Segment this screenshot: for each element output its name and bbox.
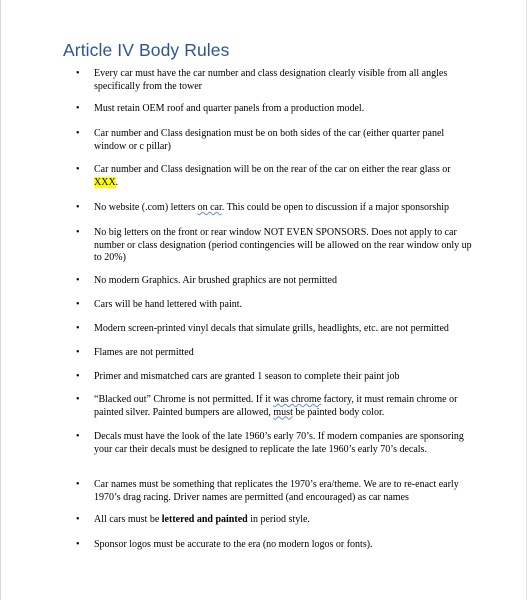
rule-text [94, 394, 476, 419]
list-item [76, 539, 476, 552]
rule-text-part: No website (.com) letters [94, 202, 198, 213]
list-item [76, 202, 476, 215]
bullet-icon: • [76, 514, 80, 525]
page-title: Article IV Body Rules [63, 40, 230, 60]
bullet-icon: • [76, 539, 80, 550]
list-item [76, 68, 476, 93]
rule-text: Car names must be something that replicates the 1970’s era/theme. We are to re-enact early 1970’s drag racing. Driver names are permitted (and encouraged) as car names [94, 479, 459, 503]
list-item [76, 164, 476, 189]
underlined-text: must [273, 406, 293, 418]
list-item [76, 514, 476, 527]
underlined-text: was chrome [273, 394, 322, 405]
list-item [76, 103, 476, 116]
list-item [76, 227, 476, 265]
underlined-text: on car [197, 202, 222, 213]
highlighted-text: XXX [94, 176, 116, 188]
bold-text: lettered and painted [161, 514, 248, 525]
rule-text: Decals must have the look of the late 1960’s early 70’s. If modern companies are sponsoring your car their decals must be designed to replicate the late 1960’s early 70’s decals. [94, 431, 464, 455]
list-item [76, 299, 476, 312]
bullet-icon: • [76, 128, 80, 139]
bullet-icon: • [76, 431, 80, 442]
bullet-icon: • [76, 275, 80, 286]
list-item [76, 347, 476, 360]
list-item [76, 275, 476, 288]
rule-text-part: be painted body color. [292, 406, 385, 418]
rule-text-part: “Blacked out” Chrome is not permitted. If it [94, 394, 274, 405]
rule-text [94, 164, 476, 189]
rule-text: No modern Graphics. Air brushed graphics are not permitted [94, 275, 337, 286]
rule-text: Every car must have the car number and class designation clearly visible from all angles specifically from the tower [94, 68, 448, 92]
list-item [76, 128, 476, 153]
bullet-icon: • [76, 227, 80, 238]
bullet-icon: • [76, 299, 80, 310]
list-item [76, 394, 476, 419]
rule-text: Car number and Class designation must be on both sides of the car (either quarter panel window or c pillar) [94, 128, 445, 152]
bullet-icon: • [76, 479, 80, 490]
rule-text [94, 514, 476, 527]
rule-text-part: Car number and Class designation will be on the rear of the car on either the rear glass or [94, 164, 451, 175]
rule-text: Flames are not permitted [94, 347, 194, 358]
list-item [76, 431, 476, 456]
bullet-icon: • [76, 202, 80, 213]
rule-text-part: . [115, 176, 119, 188]
bullet-icon: • [76, 103, 80, 114]
rule-text-part: factory, it must remain chrome or painted silver. Painted bumpers are allowed, [94, 394, 458, 418]
rule-text [94, 202, 476, 215]
rule-text: Modern screen-printed vinyl decals that simulate grills, headlights, etc. are not permitted [94, 323, 449, 334]
rule-text: Cars will be hand lettered with paint. [94, 299, 243, 310]
bullet-icon: • [76, 323, 80, 334]
rule-text-part: in period style. [247, 514, 310, 525]
bullet-icon: • [76, 164, 80, 175]
bullet-icon: • [76, 68, 80, 79]
rule-text-part: . This could be open to discussion if a major sponsorship [221, 202, 450, 213]
bullet-icon: • [76, 371, 80, 382]
rule-text: Must retain OEM roof and quarter panels from a production model. [94, 103, 365, 114]
rule-text: Primer and mismatched cars are granted 1 season to complete their paint job [94, 371, 400, 382]
rule-text: Sponsor logos must be accurate to the era (no modern logos or fonts). [94, 539, 373, 550]
rule-text-part: All cars must be [94, 514, 162, 525]
list-item [76, 479, 476, 504]
bullet-icon: • [76, 394, 80, 405]
rule-text: No big letters on the front or rear window NOT EVEN SPONSORS. Does not apply to car number or class designation (period contingencies will be allowed on the rear window only up to 20%) [94, 227, 472, 264]
bullet-icon: • [76, 347, 80, 358]
list-item [76, 323, 476, 336]
list-item [76, 371, 476, 384]
